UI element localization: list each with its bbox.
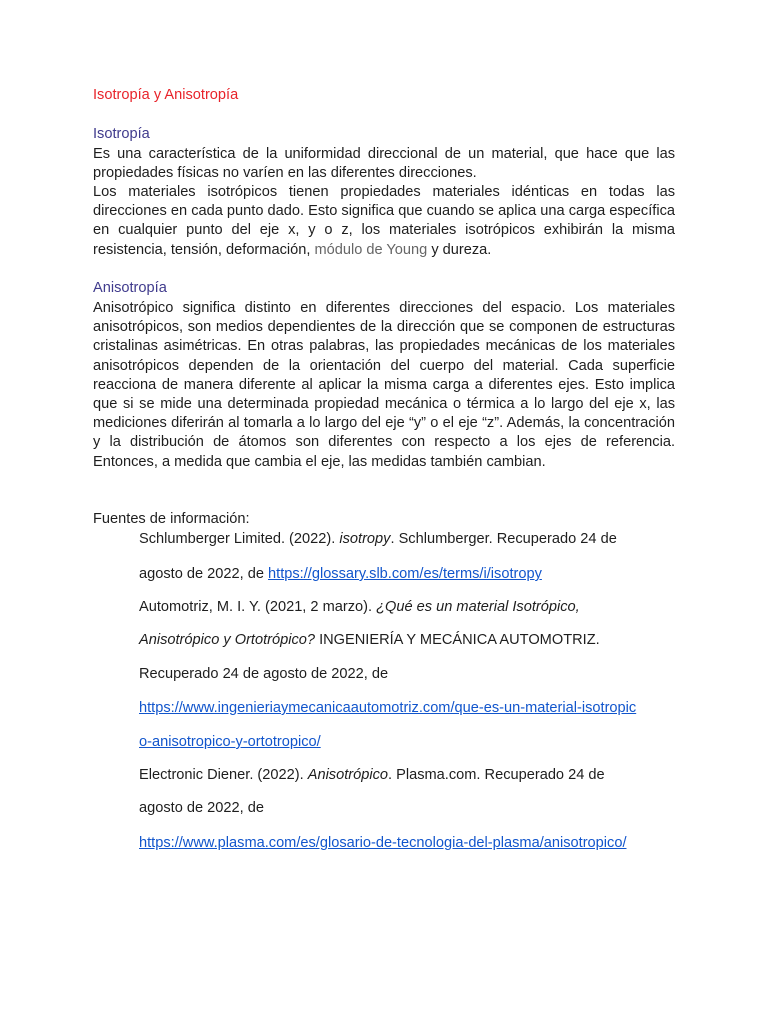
reference-2-link-part-1[interactable]: https://www.ingenieriaymecanicaautomotriz.com/que-es-un-material-isotropic bbox=[139, 700, 637, 716]
reference-1-line-1 bbox=[139, 530, 617, 549]
reference-1-link[interactable]: https://glossary.slb.com/es/terms/i/isotropy bbox=[268, 566, 542, 582]
reference-3-line-1 bbox=[139, 766, 605, 785]
reference-1-line-2 bbox=[139, 565, 542, 584]
reference-1-author: Schlumberger Limited. (2022). bbox=[139, 531, 340, 547]
isotropy-paragraph-1: Es una característica de la uniformidad direccional de un material, que hace que las propiedades físicas no varíen en las diferentes direcciones. bbox=[93, 146, 675, 182]
reference-1-publisher: . Schlumberger. Recuperado 24 de bbox=[390, 531, 617, 547]
reference-1-title: isotropy bbox=[339, 531, 391, 547]
reference-3-publisher: . Plasma.com. Recuperado 24 de bbox=[388, 767, 605, 783]
reference-2-publisher: INGENIERÍA Y MECÁNICA AUTOMOTRIZ. bbox=[315, 632, 600, 648]
reference-2-title-part-1: ¿Qué es un material Isotrópico, bbox=[376, 599, 580, 615]
isotropy-paragraph-2-text: Los materiales isotrópicos tienen propiedades materiales idénticas en todas las direcciones en cada punto dado. Esto significa que cuando se aplica una carga específica en cualquier punto del eje x, y o z, los materiales isotrópicos exhibirán la misma resistencia, tensión, deformación, bbox=[93, 184, 675, 258]
reference-2-line-5 bbox=[139, 733, 321, 752]
reference-3-link[interactable]: https://www.plasma.com/es/glosario-de-tecnologia-del-plasma/anisotropico/ bbox=[139, 835, 627, 851]
reference-2-author: Automotriz, M. I. Y. (2021, 2 marzo). bbox=[139, 599, 377, 615]
reference-2-line-1 bbox=[139, 598, 580, 617]
reference-2-line-3: Recuperado 24 de agosto de 2022, de bbox=[139, 666, 389, 682]
anisotropy-heading: Anisotropía bbox=[93, 280, 167, 296]
reference-2-title-part-2: Anisotrópico y Ortotrópico? bbox=[139, 632, 316, 648]
anisotropy-paragraph: Anisotrópico significa distinto en diferentes direcciones del espacio. Los materiales anisotrópicos, son medios dependientes de la dirección que se componen de estructuras cristalinas asimétricas. En otras palabras, las propiedades mecánicas de los materiales anisotrópicos dependen de la orientación del cuerpo del material. Cada superficie reacciona de manera diferente al aplicar la misma carga a diferentes ejes. Esto implica que si se mide una determinada propiedad mecánica o térmica a lo largo del eje x, las mediciones diferirán al tomarla a lo largo del eje “y” o el eje “z”. Además, la concentración y la distribución de átomos son diferentes con respecto a los ejes de referencia. Entonces, a medida que cambia el eje, las medidas también cambian. bbox=[93, 300, 675, 470]
reference-3-title: Anisotrópico bbox=[307, 767, 389, 783]
isotropy-paragraph-2 bbox=[93, 183, 675, 260]
young-modulus-term: módulo de Young bbox=[314, 241, 428, 258]
reference-2-line-4 bbox=[139, 699, 636, 718]
reference-3-author: Electronic Diener. (2022). bbox=[139, 767, 308, 783]
reference-2-line-2 bbox=[139, 631, 600, 650]
isotropy-heading: Isotropía bbox=[93, 126, 150, 142]
document-title: Isotropía y Anisotropía bbox=[93, 87, 239, 103]
reference-3-line-3 bbox=[139, 834, 627, 853]
sources-heading: Fuentes de información: bbox=[93, 511, 250, 527]
reference-2-link-part-2[interactable]: o-anisotropico-y-ortotropico/ bbox=[139, 734, 321, 750]
reference-3-line-2: agosto de 2022, de bbox=[139, 800, 264, 816]
isotropy-paragraph-2-end: y dureza. bbox=[427, 241, 492, 258]
reference-1-retrieved: agosto de 2022, de bbox=[139, 566, 269, 582]
